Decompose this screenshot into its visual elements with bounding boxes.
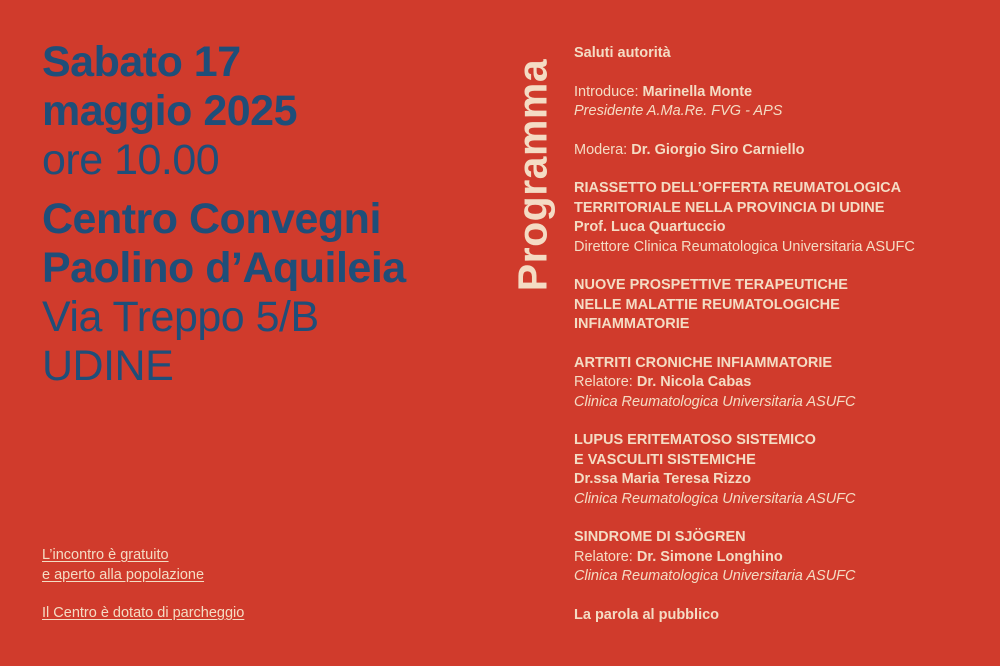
event-time: ore 10.00 [42, 136, 220, 184]
free-entry-line1: L’incontro è gratuito [42, 547, 169, 563]
talk-3-speaker: Dr. Nicola Cabas [636, 374, 752, 390]
talk-3-label: Relatore: [574, 374, 637, 390]
talk-5-speaker: Dr. Simone Longhino [636, 548, 783, 565]
talk-1-title-line1: RIASSETTO DELL’OFFERTA REUMATOLOGICA [574, 180, 902, 196]
talk-4-speaker: Dr.ssa Maria Teresa Rizzo [574, 471, 752, 487]
program-item-modera [574, 141, 984, 161]
event-notes [42, 545, 244, 623]
modera-label: Modera: [574, 141, 632, 158]
venue-line2: Paolino d’Aquileia [42, 244, 406, 292]
talk-3-role: Clinica Reumatologica Universitaria ASUFC [574, 393, 856, 410]
venue-address: Via Treppo 5/B [42, 293, 319, 341]
talk-2-title-line2: NELLE MALATTIE REUMATOLOGICHE [574, 296, 840, 313]
program-list [574, 44, 984, 644]
event-date-line2: maggio 2025 [42, 87, 297, 135]
program-item-talk-5 [574, 528, 984, 587]
program-item-talk-3 [574, 354, 984, 413]
program-item-talk-4 [574, 431, 984, 509]
talk-5-title: SINDROME DI SJÖGREN [574, 529, 746, 545]
talk-1-title-line2: TERRITORIALE NELLA PROVINCIA DI UDINE [574, 199, 885, 216]
program-title-text: Programma [509, 58, 556, 292]
introduce-label: Introduce: [574, 83, 643, 100]
program-item-closing: La parola al pubblico [574, 606, 720, 623]
talk-3-title: ARTRITI CRONICHE INFIAMMATORIE [574, 354, 833, 371]
talk-5-label: Relatore: [574, 548, 637, 565]
parking-note: Il Centro è dotato di parcheggio [42, 605, 245, 621]
event-date-line1: Sabato 17 [42, 38, 241, 86]
talk-4-title-line2: E VASCULITI SISTEMICHE [574, 451, 756, 468]
talk-2-title-line1: NUOVE PROSPETTIVE TERAPEUTICHE [574, 277, 848, 293]
program-item-introduce [574, 83, 984, 122]
program-item-talk-1 [574, 179, 984, 257]
talk-5-role: Clinica Reumatologica Universitaria ASUFC [574, 568, 856, 584]
venue-city: UDINE [42, 342, 174, 390]
talk-4-role: Clinica Reumatologica Universitaria ASUFC [574, 490, 856, 507]
introduce-name: Marinella Monte [642, 83, 753, 100]
modera-name: Dr. Giorgio Siro Carniello [631, 141, 805, 158]
program-title [508, 30, 558, 320]
introduce-role: Presidente A.Ma.Re. FVG - APS [574, 103, 783, 119]
program-item-talk-2 [574, 276, 984, 335]
talk-2-title-line3: INFIAMMATORIE [574, 316, 690, 332]
program-item-saluti: Saluti autorità [574, 45, 671, 61]
talk-4-title-line1: LUPUS ERITEMATOSO SISTEMICO [574, 432, 816, 448]
venue-line1: Centro Convegni [42, 195, 381, 243]
event-details [42, 38, 502, 391]
talk-1-role: Direttore Clinica Reumatologica Universitaria ASUFC [574, 238, 915, 255]
free-entry-line2: e aperto alla popolazione [42, 567, 205, 583]
talk-1-speaker: Prof. Luca Quartuccio [574, 219, 726, 235]
